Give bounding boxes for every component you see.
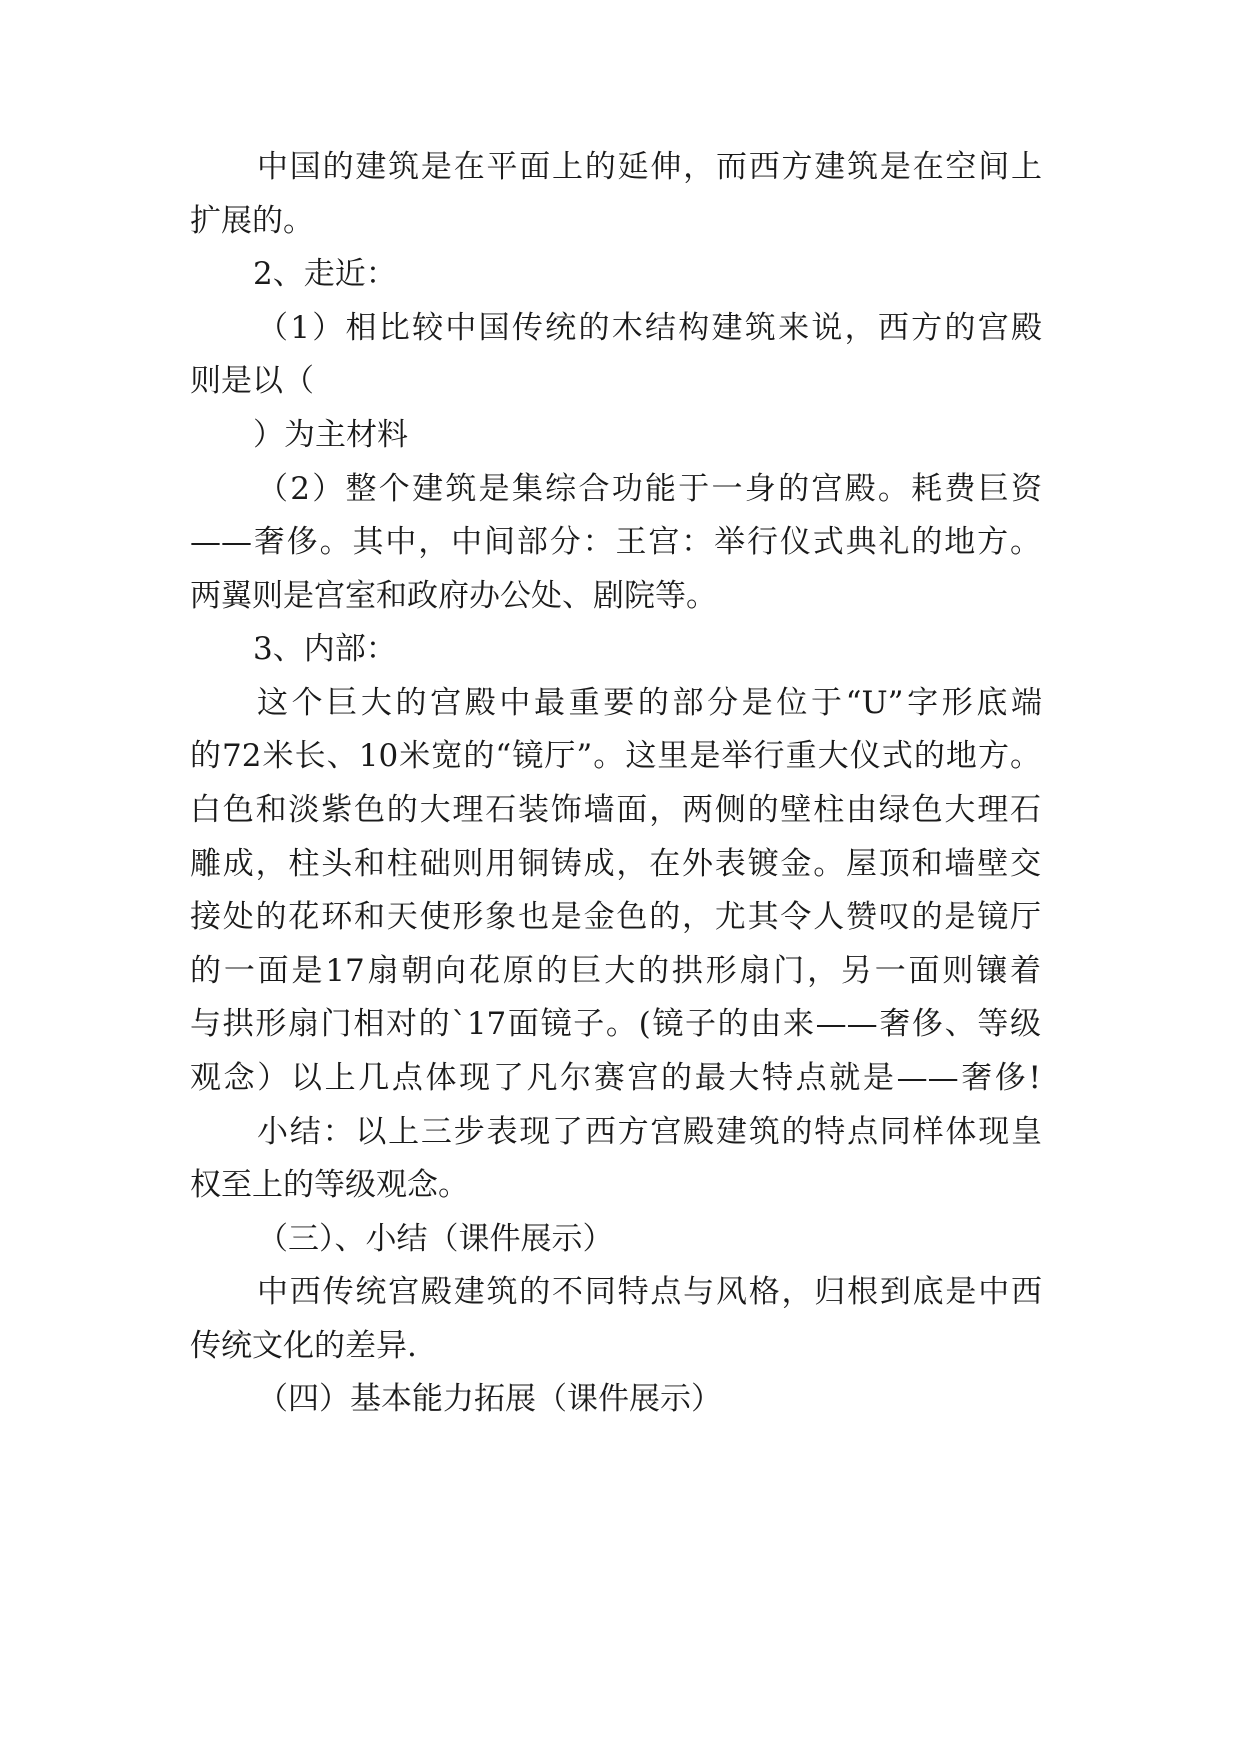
paragraph-line: 两翼则是宫室和政府办公处、剧院等。 bbox=[190, 578, 717, 614]
paragraph-line: 的72米长、10米宽的“镜厅”。这里是举行重大仪式的地方。 bbox=[190, 738, 1041, 774]
section-heading: （四）基本能力拓展（课件展示） bbox=[257, 1381, 722, 1417]
paragraph-line: ——奢侈。其中，中间部分：王宫：举行仪式典礼的地方。 bbox=[190, 524, 1041, 560]
paragraph-line: 这个巨大的宫殿中最重要的部分是位于“U”字形底端 bbox=[257, 685, 1042, 721]
paragraph-line: 的一面是17扇朝向花原的巨大的拱形扇门，另一面则镶着 bbox=[190, 953, 1041, 989]
section-heading: （三）、小结（课件展示） bbox=[257, 1221, 614, 1257]
section-heading: 2、走近： bbox=[253, 256, 397, 292]
paragraph-line: 白色和淡紫色的大理石装饰墙面，两侧的壁柱由绿色大理石 bbox=[190, 792, 1041, 828]
paragraph-line: 接处的花环和天使形象也是金色的，尤其令人赞叹的是镜厅 bbox=[190, 899, 1041, 935]
paragraph-line: 雕成，柱头和柱础则用铜铸成，在外表镀金。屋顶和墙壁交 bbox=[190, 846, 1041, 882]
paragraph-line: ）为主材料 bbox=[253, 417, 408, 453]
paragraph-line: 传统文化的差异. bbox=[190, 1328, 417, 1364]
paragraph-line: （2）整个建筑是集综合功能于一身的宫殿。耗费巨资 bbox=[257, 471, 1042, 507]
paragraph-line: （1）相比较中国传统的木结构建筑来说，西方的宫殿 bbox=[257, 310, 1042, 346]
paragraph-line: 权至上的等级观念。 bbox=[190, 1167, 469, 1203]
paragraph-line: 则是以（ bbox=[190, 363, 314, 399]
section-heading: 3、内部： bbox=[253, 631, 397, 667]
paragraph-line: 中西传统宫殿建筑的不同特点与风格，归根到底是中西 bbox=[257, 1274, 1042, 1310]
paragraph-line: 观念）以上几点体现了凡尔赛宫的最大特点就是——奢侈! bbox=[190, 1060, 1041, 1096]
paragraph-line: 扩展的。 bbox=[190, 203, 314, 239]
paragraph-line: 小结：以上三步表现了西方宫殿建筑的特点同样体现皇 bbox=[257, 1114, 1042, 1150]
paragraph-line: 与拱形扇门相对的`17面镜子。(镜子的由来——奢侈、等级 bbox=[190, 1006, 1041, 1042]
paragraph-line: 中国的建筑是在平面上的延伸，而西方建筑是在空间上 bbox=[257, 149, 1042, 185]
